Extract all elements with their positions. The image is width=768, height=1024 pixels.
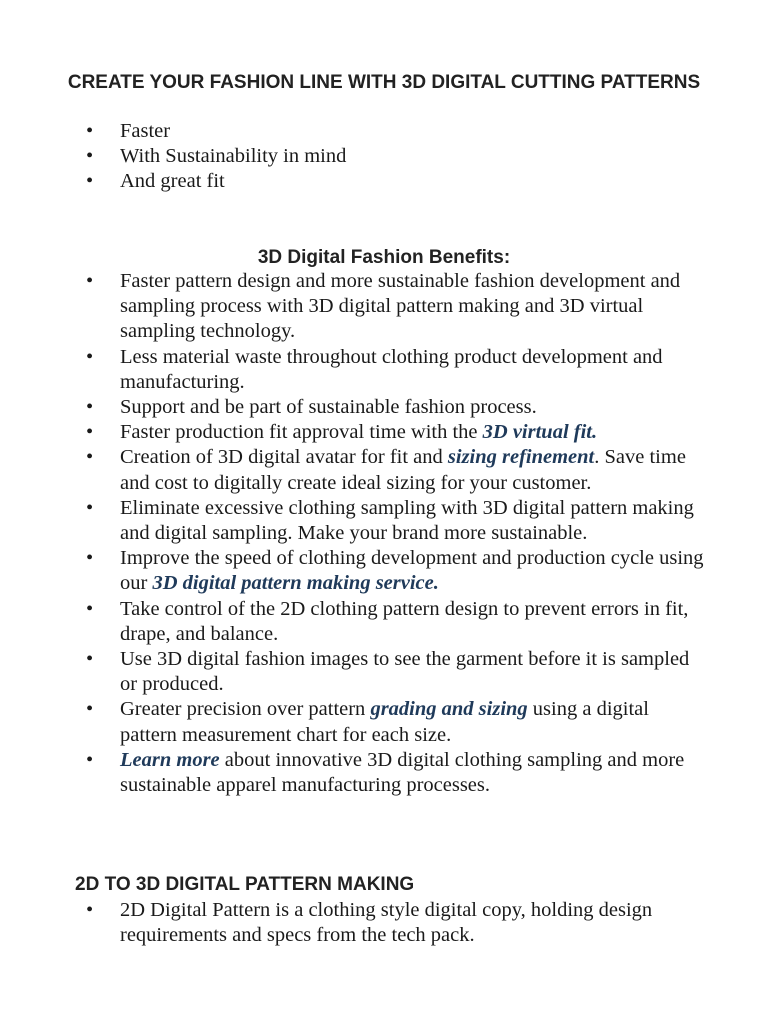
intro-list [0, 119, 710, 195]
list-item [0, 496, 710, 546]
bullet-icon: • [86, 496, 94, 519]
list-item [0, 546, 710, 596]
bullet-icon: • [86, 421, 94, 444]
section2-list [0, 898, 710, 948]
benefit-text-cont: using a digital pattern measurement chart for each size. [120, 698, 649, 746]
benefit-text: Creation of 3D digital avatar for fit and [120, 446, 448, 469]
bullet-icon: • [86, 120, 94, 142]
benefit-text: Eliminate excessive clothing sampling with 3D digital pattern making and digital sampling. Make your brand more sustainable. [120, 496, 694, 545]
list-item [0, 748, 710, 798]
list-item [0, 420, 710, 445]
benefit-text: Use 3D digital fashion images to see the garment before it is sampled or produced. [120, 648, 690, 696]
benefit-text: Support and be part of sustainable fashion process. [120, 396, 537, 419]
list-item [0, 345, 710, 395]
page-title: CREATE YOUR FASHION LINE WITH 3D DIGITAL CUTTING PATTERNS [67, 72, 701, 93]
bullet-icon: • [86, 345, 94, 368]
grading-and-sizing-link[interactable]: grading and sizing [370, 698, 528, 721]
benefit-text: Greater precision over pattern [120, 698, 371, 721]
bullet-icon: • [86, 698, 94, 721]
list-item-text: Faster [120, 120, 171, 142]
benefit-text-cont: . Save time and cost to digitally create ideal sizing for your customer. [120, 446, 686, 494]
bullet-icon: • [86, 270, 94, 292]
pattern-making-service-link[interactable]: 3D digital pattern making service. [152, 572, 439, 595]
bullet-icon: • [86, 648, 94, 671]
benefit-text: Take control of the 2D clothing pattern design to prevent errors in fit, drape, and balance. [120, 597, 689, 645]
learn-more-link[interactable]: Learn more [120, 748, 220, 771]
list-item-text: 2D Digital Pattern is a clothing style digital copy, holding design requirements and specs from the tech pack. [120, 899, 653, 947]
benefit-text: Faster production fit approval time with the [120, 421, 483, 444]
bullet-icon: • [86, 748, 94, 771]
list-item [0, 898, 710, 948]
list-item [0, 697, 710, 747]
list-item [0, 647, 710, 697]
list-item [0, 395, 710, 420]
benefit-text: Faster pattern design and more sustainable fashion development and sampling process with 3D digital pattern making and 3D virtual sampling technology. [120, 270, 681, 343]
bullet-icon: • [86, 170, 94, 193]
benefit-text-cont: about innovative 3D digital clothing sampling and more sustainable apparel manufacturing processes. [120, 748, 685, 797]
bullet-icon: • [86, 899, 94, 921]
list-item-text: And great fit [120, 170, 225, 193]
sizing-refinement-link[interactable]: sizing refinement [447, 446, 595, 469]
benefits-heading: 3D Digital Fashion Benefits: [257, 247, 511, 268]
list-item [0, 445, 710, 495]
bullet-icon: • [86, 446, 94, 469]
bullet-icon: • [86, 547, 94, 570]
benefits-list [0, 269, 710, 798]
list-item [0, 144, 710, 169]
list-item [0, 119, 710, 144]
3d-virtual-fit-link[interactable]: 3D virtual fit. [482, 421, 598, 444]
bullet-icon: • [86, 597, 94, 620]
section-heading: 2D TO 3D DIGITAL PATTERN MAKING [75, 874, 415, 895]
list-item [0, 269, 710, 345]
list-item [0, 597, 710, 647]
list-item [0, 169, 710, 194]
bullet-icon: • [86, 145, 94, 168]
benefit-text: Less material waste throughout clothing product development and manufacturing. [120, 345, 663, 393]
list-item-text: With Sustainability in mind [120, 145, 347, 168]
benefit-text: Improve the speed of clothing development and production cycle using our [120, 547, 704, 595]
bullet-icon: • [86, 396, 94, 419]
